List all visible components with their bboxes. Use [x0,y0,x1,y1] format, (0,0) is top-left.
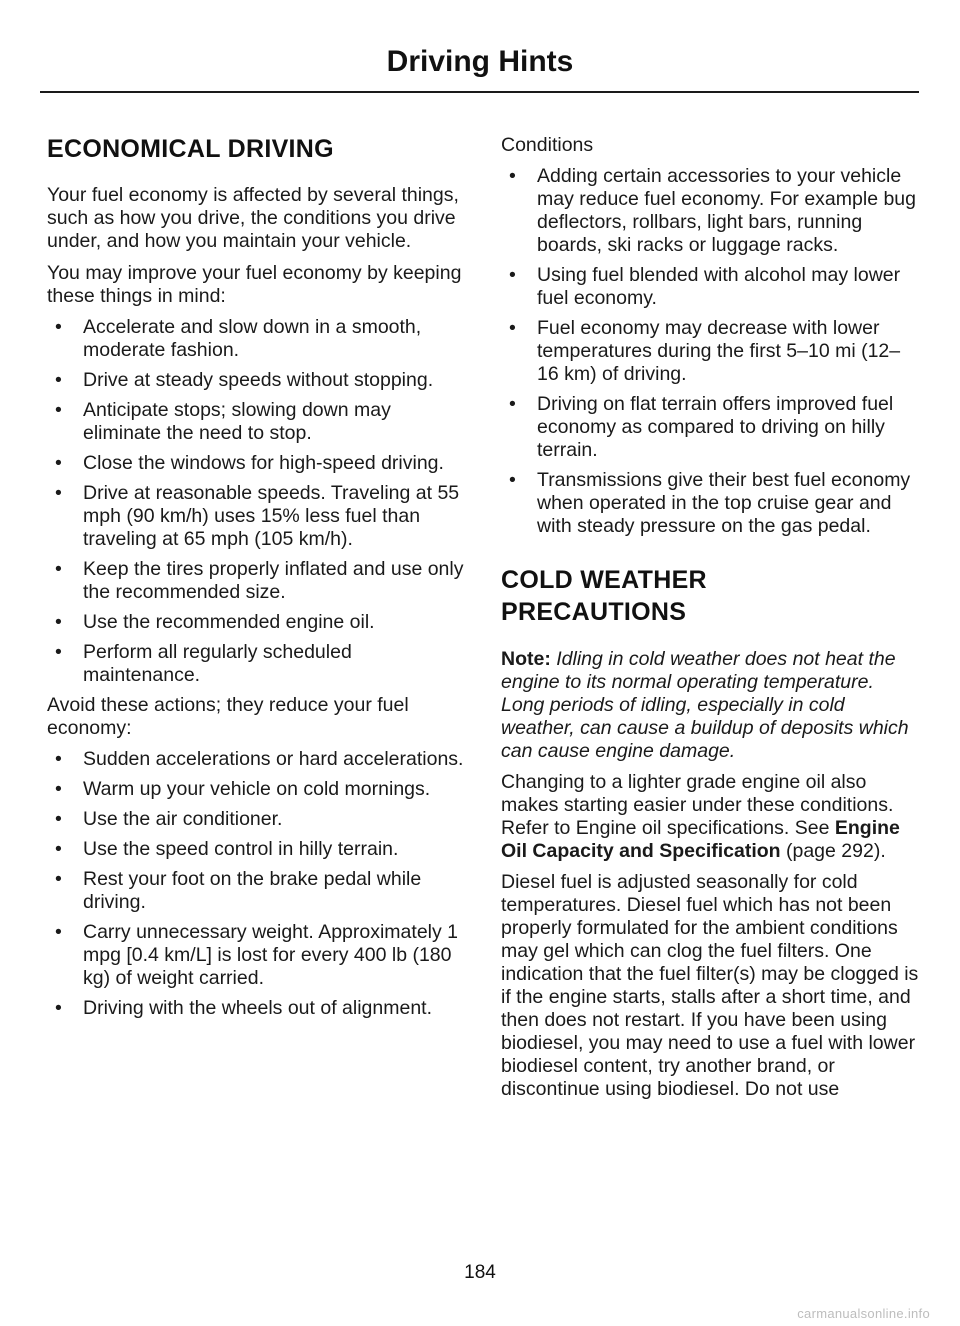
bullet-icon: • [55,838,62,860]
bullet-icon: • [55,921,62,943]
bullet-icon: • [55,369,62,391]
bullet-icon: • [509,165,516,187]
intro-paragraph: Your fuel economy is affected by several things, such as how you drive, the conditions you drive under, and how you maintain your vehicle. [47,184,459,252]
list-item: • Transmissions give their best fuel economy when operated in the top cruise gear and with steady pressure on the gas pedal. [509,469,911,537]
list-item: • Anticipate stops; slowing down may eliminate the need to stop. [55,399,391,444]
diesel-paragraph: Diesel fuel is adjusted seasonally for cold temperatures. Diesel fuel which has not been properly formulated for the ambient conditions may gel which can clog the fuel filters. One indication that the fuel filter(s) may be clogged is if the engine starts, stalls after a short time, and then does not restart. If you have been using biodiesel, you may need to use a fuel with lower biodiesel content, try another brand, or discontinue using biodiesel. Do not use [501,871,919,1100]
bullet-icon: • [55,641,62,663]
bullet-icon: • [55,611,62,633]
bullet-icon: • [55,558,62,580]
bullet-icon: • [55,482,62,504]
list-item: • Use the recommended engine oil. [55,611,375,633]
bullet-icon: • [55,748,62,770]
list-item: • Close the windows for high-speed driving. [55,452,444,474]
bullet-icon: • [509,393,516,415]
list-item: • Warm up your vehicle on cold mornings. [55,778,431,800]
list-item: • Use the speed control in hilly terrain. [55,838,399,860]
bullet-icon: • [55,778,62,800]
right-column [501,134,919,1109]
bullet-icon: • [55,808,62,830]
list-item: • Adding certain accessories to your vehicle may reduce fuel economy. For example bug deflectors, rollbars, light bars, running boards, ski racks or luggage racks. [509,165,916,256]
note-text: Idling in cold weather does not heat the engine to its normal operating temperature. Long periods of idling, especially in cold weather, can cause a buildup of deposits which can cause engine damage. [501,648,909,762]
list-item: • Drive at steady speeds without stopping. [55,369,434,391]
note-paragraph [501,648,919,763]
list-item: • Sudden accelerations or hard accelerations. [55,748,464,770]
bullet-icon: • [509,317,516,339]
list-item: • Driving on flat terrain offers improved fuel economy as compared to driving on hilly terrain. [509,393,894,461]
list-item: • Accelerate and slow down in a smooth, moderate fashion. [55,316,422,361]
section-heading-economical-driving: ECONOMICAL DRIVING [47,135,334,163]
bullet-icon: • [509,264,516,286]
section-heading-cold-weather: COLD WEATHER PRECAUTIONS [501,566,707,626]
oil-paragraph: Changing to a lighter grade engine oil also makes starting easier under these conditions. Refer to Engine oil specifications. See Engine Oil Capacity and Specification (page 292). [501,771,900,862]
bullet-icon: • [55,452,62,474]
list-item: • Perform all regularly scheduled maintenance. [55,641,352,686]
list-item: • Driving with the wheels out of alignment. [55,997,433,1019]
bullet-icon: • [509,469,516,491]
bullet-icon: • [55,997,62,1019]
bullet-icon: • [55,399,62,421]
note-label: Note: [501,648,551,670]
list-item: • Carry unnecessary weight. Approximately 1 mpg [0.4 km/L] is lost for every 400 lb (180 kg) of weight carried. [55,921,459,989]
bullet-icon: • [55,868,62,890]
page-header-title: Driving Hints [386,45,574,78]
list-item: • Drive at reasonable speeds. Traveling at 55 mph (90 km/h) uses 15% less fuel than traveling at 65 mph (105 km/h). [55,482,460,550]
list-item: • Rest your foot on the brake pedal while driving. [55,868,422,913]
avoid-list [47,748,465,1020]
header-divider [40,91,919,93]
left-column [47,134,465,1027]
list-item: • Using fuel blended with alcohol may lower fuel economy. [509,264,901,309]
improve-list [47,316,465,687]
conditions-label: Conditions [501,134,594,156]
page-number: 184 [464,1262,496,1283]
improve-intro-paragraph: You may improve your fuel economy by keeping these things in mind: [47,262,462,307]
list-item: • Fuel economy may decrease with lower temperatures during the first 5–10 mi (12–16 km) of driving. [509,317,901,385]
bullet-icon: • [55,316,62,338]
list-item: • Keep the tires properly inflated and use only the recommended size. [55,558,464,603]
list-item: • Use the air conditioner. [55,808,283,830]
avoid-intro-paragraph: Avoid these actions; they reduce your fuel economy: [47,694,409,739]
watermark-text: carmanualsonline.info [797,1306,930,1321]
engine-oil-capacity-link[interactable]: Engine Oil Capacity and Specification [501,817,900,862]
conditions-list [501,165,919,538]
